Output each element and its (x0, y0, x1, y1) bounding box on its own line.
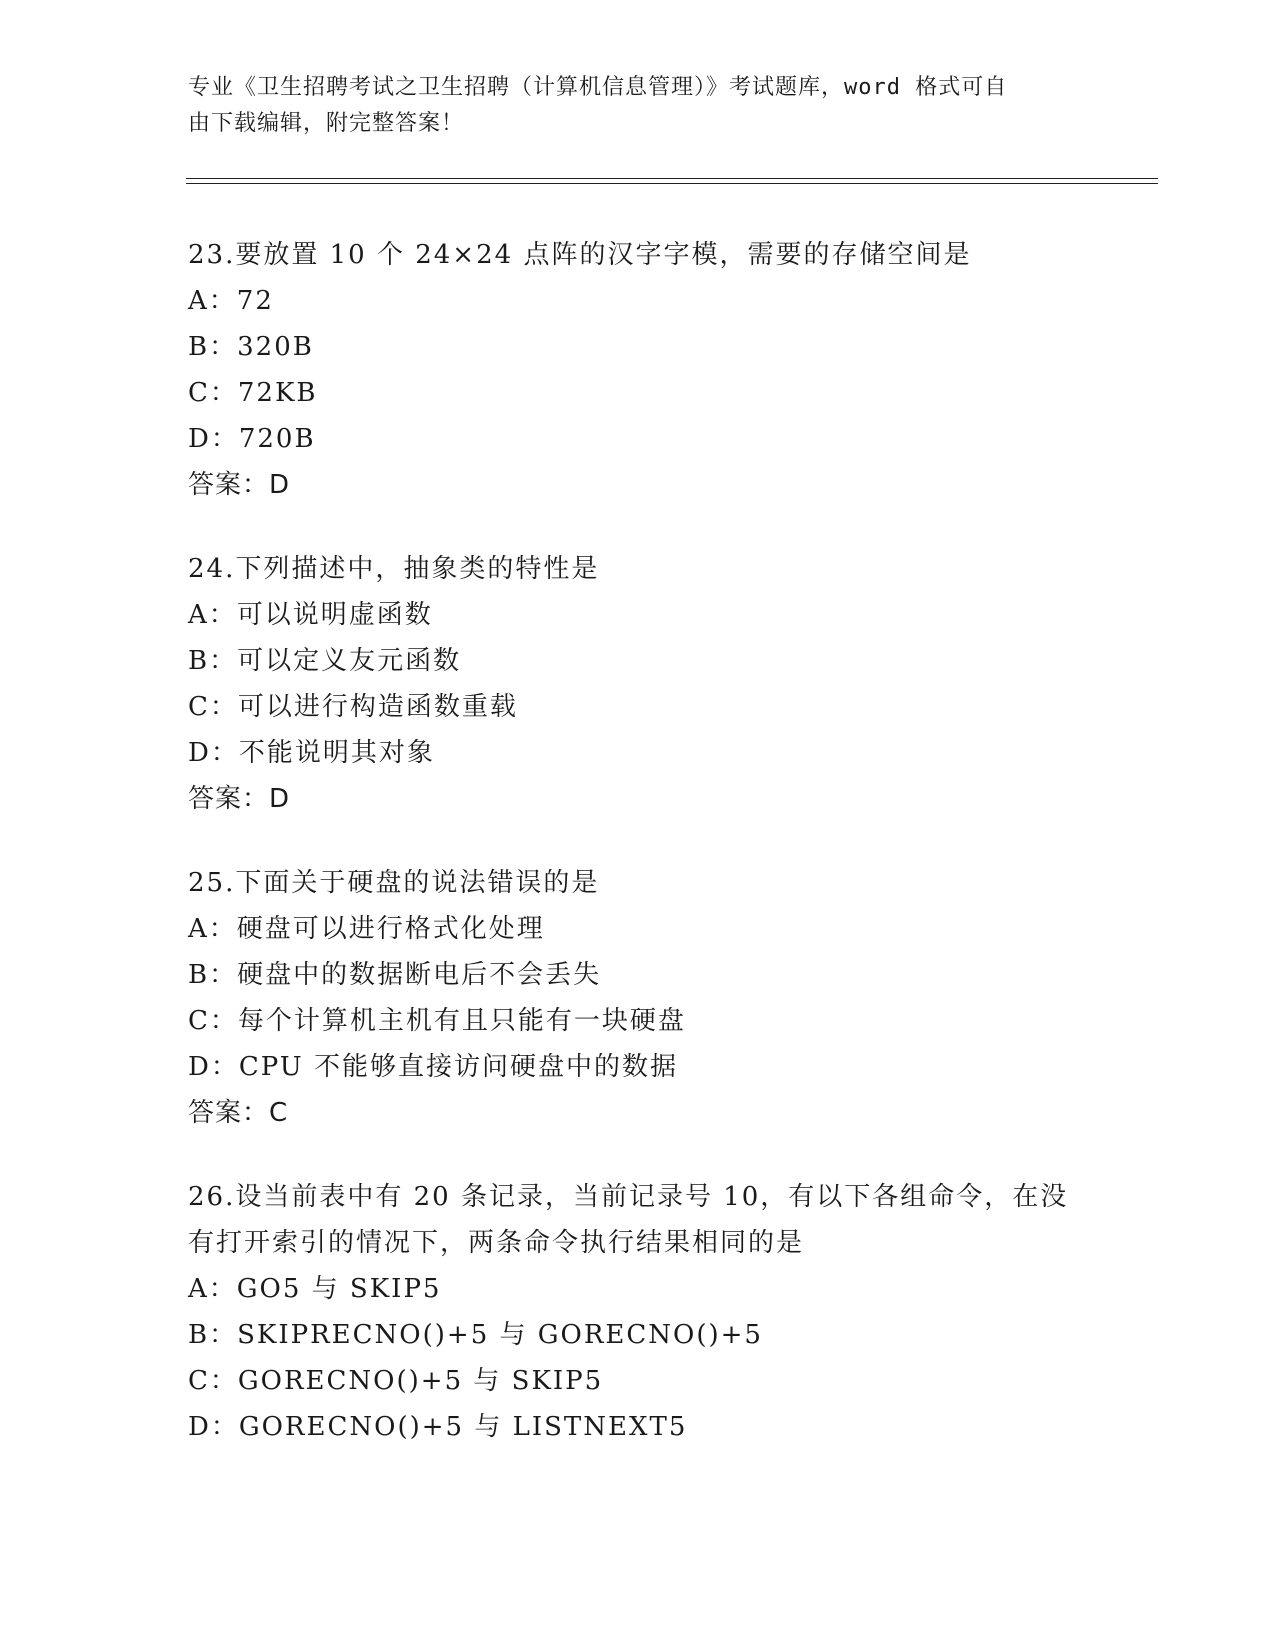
option-a: A：硬盘可以进行格式化处理 (188, 914, 545, 944)
question-25 (188, 860, 1088, 1136)
document-header (188, 70, 1068, 142)
question-24 (188, 546, 1088, 822)
question-stem: 24.下列描述中，抽象类的特性是 (188, 554, 600, 584)
answer-line: 答案：D (188, 470, 291, 500)
option-c: C：GORECNO()+5 与 SKIP5 (188, 1366, 604, 1396)
option-d: D：不能说明其对象 (188, 738, 435, 768)
question-23 (188, 232, 1088, 508)
question-stem: 25.下面关于硬盘的说法错误的是 (188, 868, 600, 898)
header-line-2: 由下载编辑，附完整答案！ (188, 111, 465, 136)
question-stem-line-1: 26.设当前表中有 20 条记录，当前记录号 10，有以下各组命令，在没 (188, 1182, 1069, 1212)
option-d: D：720B (188, 424, 316, 454)
answer-line: 答案：D (188, 784, 291, 814)
option-b: B：硬盘中的数据断电后不会丢失 (188, 960, 602, 990)
header-line-1: 专业《卫生招聘考试之卫生招聘（计算机信息管理）》考试题库，word 格式可自 (188, 75, 1008, 100)
option-a: A：GO5 与 SKIP5 (188, 1274, 442, 1304)
answer-line: 答案：C (188, 1098, 289, 1128)
question-stem-line-2: 有打开索引的情况下，两条命令执行结果相同的是 (188, 1228, 805, 1258)
option-d: D：GORECNO()+5 与 LISTNEXT5 (188, 1412, 688, 1442)
option-a: A：72 (188, 286, 274, 316)
option-b: B：SKIPRECNO()+5 与 GORECNO()+5 (188, 1320, 763, 1350)
option-c: C：每个计算机主机有且只能有一块硬盘 (188, 1006, 686, 1036)
option-b: B：可以定义友元函数 (188, 646, 462, 676)
option-a: A：可以说明虚函数 (188, 600, 433, 630)
question-26 (188, 1174, 1088, 1450)
option-d: D：CPU 不能够直接访问硬盘中的数据 (188, 1052, 678, 1082)
question-stem: 23.要放置 10 个 24×24 点阵的汉字字模，需要的存储空间是 (188, 240, 972, 270)
option-c: C：可以进行构造函数重载 (188, 692, 518, 722)
header-divider-top (186, 178, 1158, 179)
option-b: B：320B (188, 332, 314, 362)
header-divider-bottom (186, 183, 1158, 184)
question-list (188, 232, 1088, 1488)
option-c: C：72KB (188, 378, 318, 408)
